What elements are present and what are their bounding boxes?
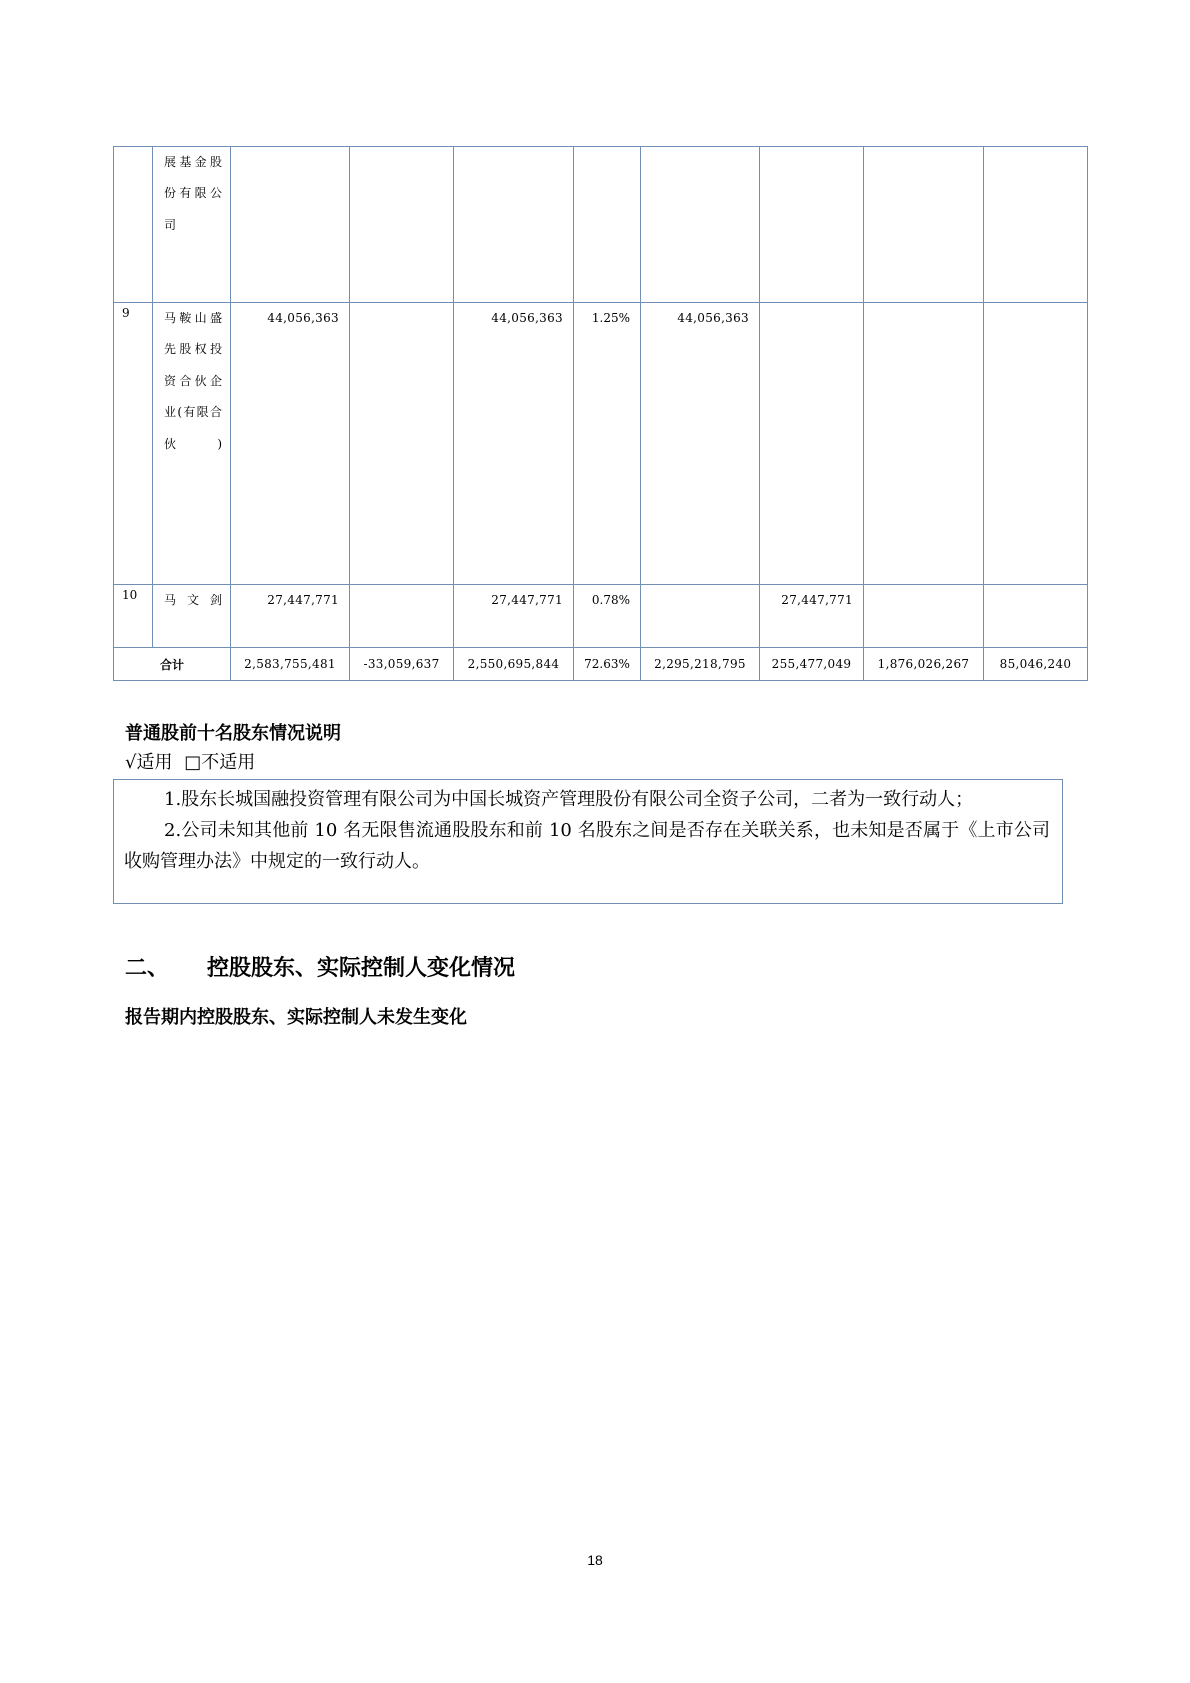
ratio-cell: 1.25% [574, 303, 641, 585]
held-after-cell: 27,447,771 [454, 585, 574, 648]
row-index: 10 [114, 585, 153, 648]
total-restricted: 255,477,049 [760, 648, 864, 681]
top-ten-shareholders-table [113, 146, 1088, 681]
frozen-cell [984, 303, 1088, 585]
not-applicable-option: □不适用 [184, 752, 256, 773]
section-title: 控股股东、实际控制人变化情况 [207, 955, 516, 981]
notes-title: 普通股前十名股东情况说明 [125, 723, 341, 744]
held-before-cell: 27,447,771 [231, 585, 350, 648]
frozen-cell [984, 585, 1088, 648]
change-cell [350, 303, 454, 585]
total-change: -33,059,637 [350, 648, 454, 681]
section-number: 二、 [125, 955, 170, 981]
shareholder-name: 马文剑 [153, 585, 231, 648]
held-before-cell: 44,056,363 [231, 303, 350, 585]
ratio-cell: 0.78% [574, 585, 641, 648]
applicability-line [125, 748, 261, 774]
total-frozen: 85,046,240 [984, 648, 1088, 681]
unrestricted-cell: 44,056,363 [641, 303, 760, 585]
total-unrestricted: 2,295,218,795 [641, 648, 760, 681]
section-subtitle: 报告期内控股股东、实际控制人未发生变化 [125, 1007, 467, 1028]
total-held-after: 2,550,695,844 [454, 648, 574, 681]
total-row [114, 648, 1088, 681]
unrestricted-cell [641, 585, 760, 648]
applicable-option: √适用 [125, 752, 173, 773]
pledged-cell [864, 303, 984, 585]
change-cell [350, 585, 454, 648]
restricted-cell: 27,447,771 [760, 585, 864, 648]
restricted-cell [760, 303, 864, 585]
note-paragraph: 2.公司未知其他前 10 名无限售流通股股东和前 10 名股东之间是否存在关联关系，也未知是否属于《上市公司收购管理办法》中规定的一致行动人。 [124, 820, 1050, 872]
row-index: 9 [114, 303, 153, 585]
total-pledged: 1,876,026,267 [864, 648, 984, 681]
table-row [114, 147, 1088, 303]
table-row [114, 585, 1088, 648]
total-label: 合计 [114, 648, 231, 681]
notes-box [113, 779, 1063, 904]
row-index [114, 147, 153, 303]
total-held-before: 2,583,755,481 [231, 648, 350, 681]
total-ratio: 72.63% [574, 648, 641, 681]
shareholder-name: 展基金股份有限公司 [153, 147, 231, 303]
shareholder-name: 马鞍山盛先股权投资合伙企业(有限合伙) [153, 303, 231, 585]
section-heading [125, 951, 515, 982]
pledged-cell [864, 585, 984, 648]
page-number: 18 [587, 1552, 603, 1568]
table-row [114, 303, 1088, 585]
note-paragraph: 1.股东长城国融投资管理有限公司为中国长城资产管理股份有限公司全资子公司，二者为一致行动人； [164, 789, 974, 810]
held-after-cell: 44,056,363 [454, 303, 574, 585]
